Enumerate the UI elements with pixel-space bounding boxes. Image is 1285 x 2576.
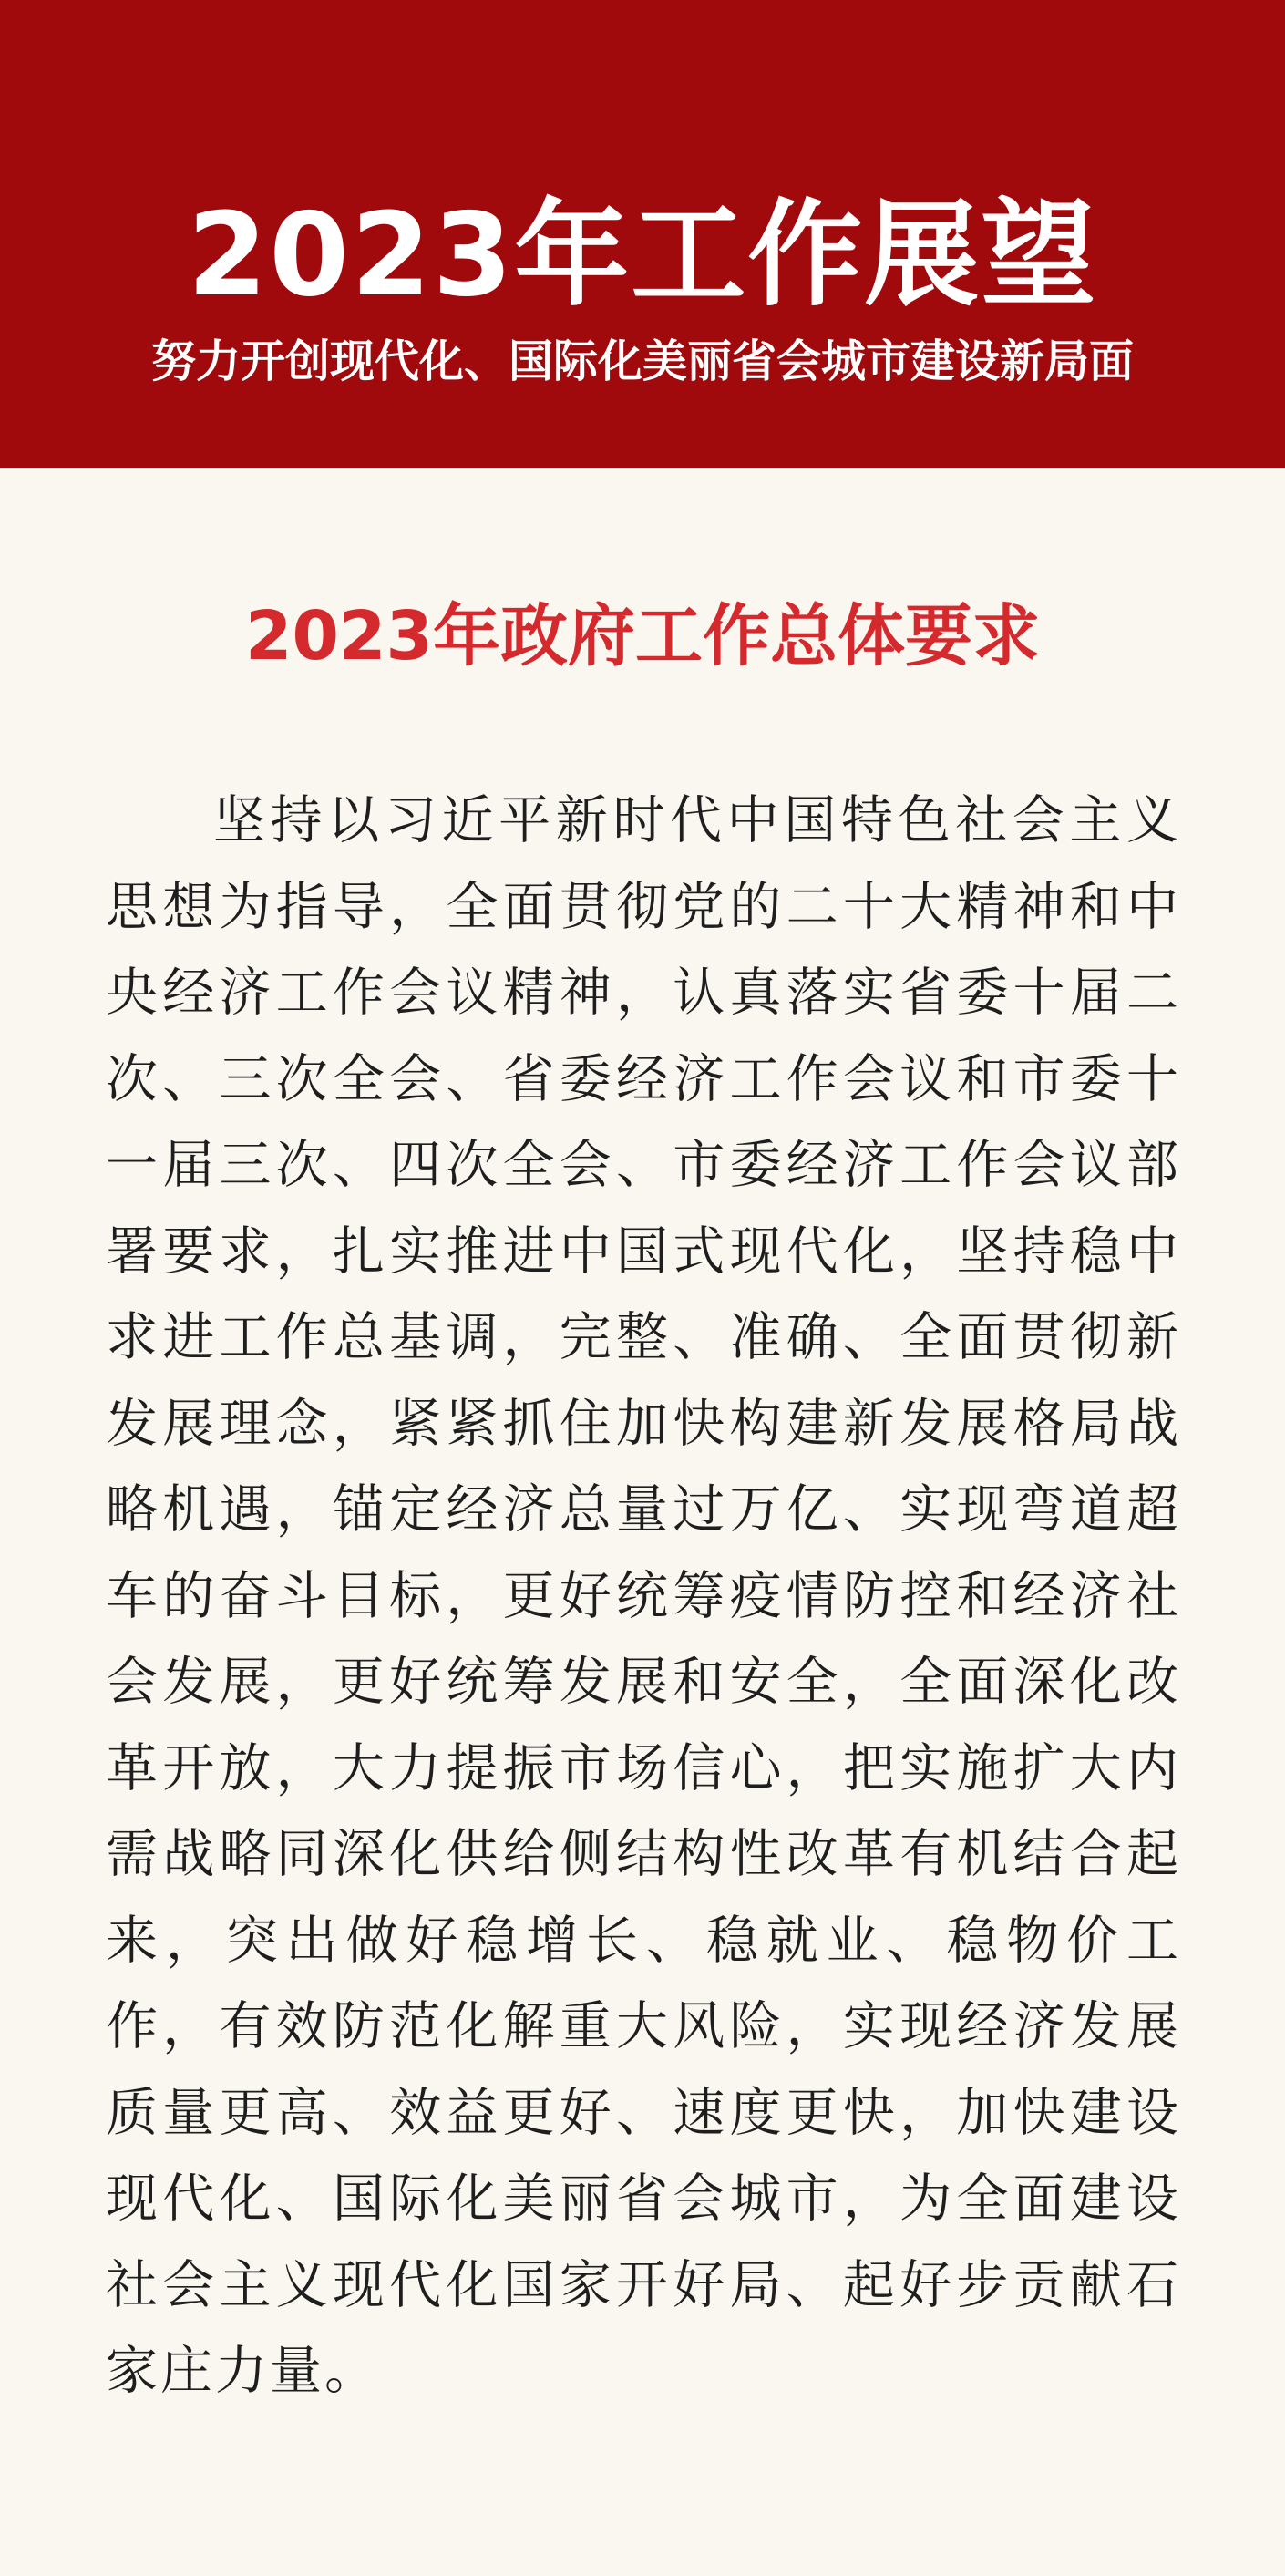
page-title: 2023年工作展望	[187, 188, 1098, 322]
section-heading: 2023年政府工作总体要求	[245, 597, 1040, 675]
page-subtitle: 努力开创现代化、国际化美丽省会城市建设新局面	[150, 335, 1134, 387]
content-area	[0, 468, 1285, 2576]
body-paragraph: 坚持以习近平新时代中国特色社会主义思想为指导，全面贯彻党的二十大精神和中央经济工作会议精神，认真落实省委十届二次、三次全会、省委经济工作会议和市委十一届三次、四次全会、市委经济工作会议部署要求，扎实推进中国式现代化，坚持稳中求进工作总基调，完整、准确、全面贯彻新发展理念，紧紧抓住加快构建新发展格局战略机遇，锚定经济总量过万亿、实现弯道超车的奋斗目标，更好统筹疫情防控和经济社会发展，更好统筹发展和安全，全面深化改革开放，大力提振市场信心，把实施扩大内需战略同深化供给侧结构性改革有机结合起来，突出做好稳增长、稳就业、稳物价工作，有效防范化解重大风险，实现经济发展质量更高、效益更好、速度更快，加快建设现代化、国际化美丽省会城市，为全面建设社会主义现代化国家开好局、起好步贡献石家庄力量。	[106, 790, 1181, 2401]
header-banner	[0, 0, 1285, 468]
